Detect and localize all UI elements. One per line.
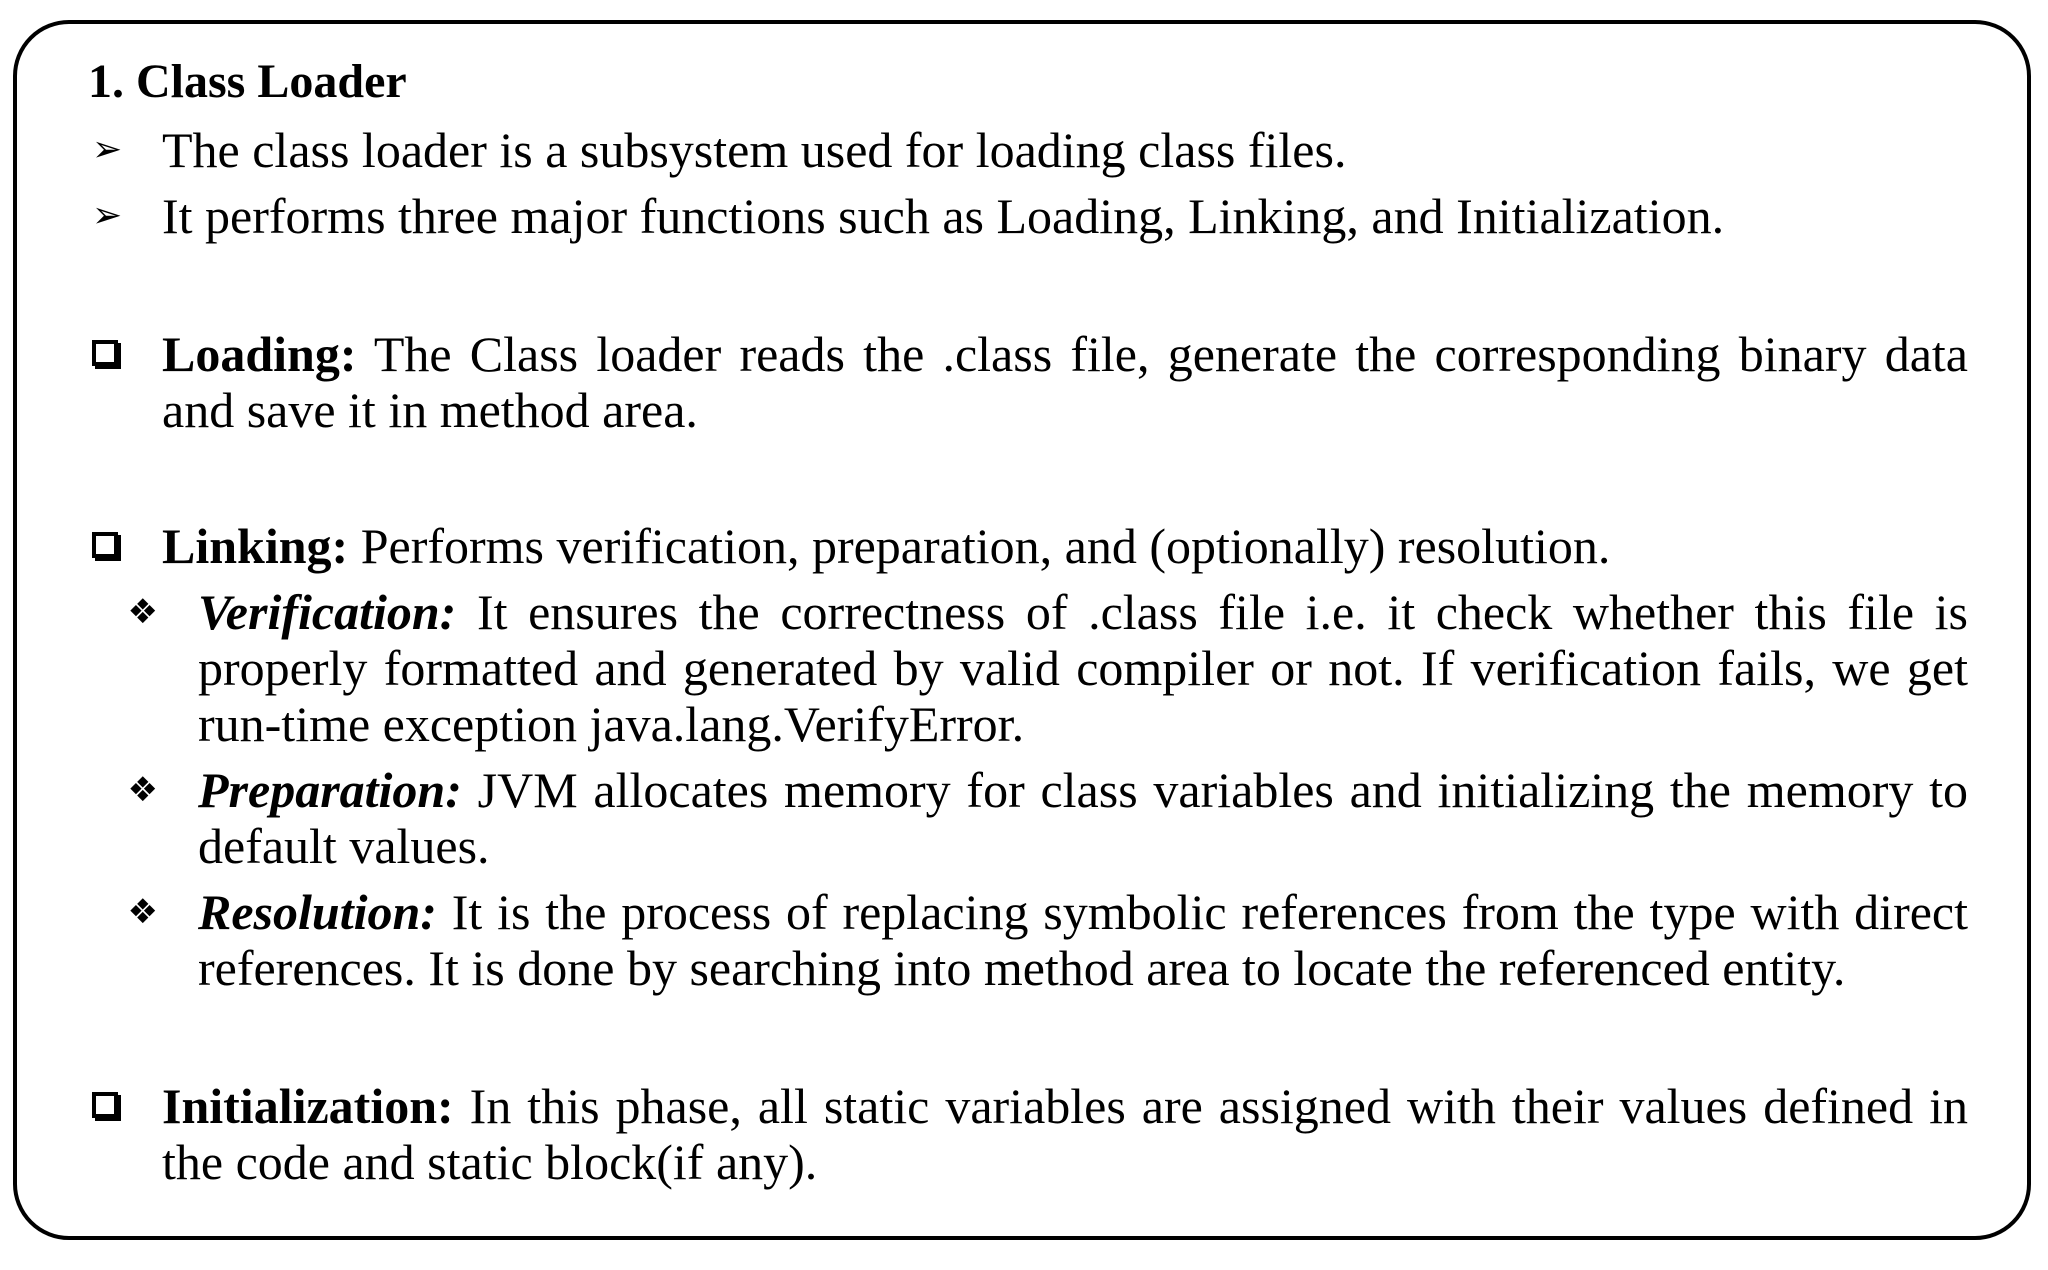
preparation-text	[198, 762, 1968, 874]
verification-description: It ensures the correctness of .class file i.e. it check whether this file is properly formatted and generated by valid compiler or not. If verification fails, we get run-time exception java.lang.VerifyError.	[198, 584, 1968, 752]
initialization-text	[162, 1078, 1968, 1190]
intro-item-text: It performs three major functions such as Loading, Linking, and Initialization.	[162, 188, 1725, 244]
linking-subitem-preparation	[88, 762, 1968, 874]
preparation-description: JVM allocates memory for class variables and initializing the memory to default values.	[198, 762, 1968, 874]
intro-item	[88, 122, 1968, 178]
linking-subitem-verification	[88, 584, 1968, 752]
preparation-term: Preparation:	[198, 762, 462, 818]
verification-text	[198, 584, 1968, 752]
checkbox-bullet-icon	[88, 326, 162, 438]
diamond-bullet-icon: ❖	[127, 770, 158, 810]
document-body	[88, 52, 1968, 1190]
resolution-text	[198, 884, 1968, 996]
linking-item	[88, 518, 1968, 574]
intro-item-text: The class loader is a subsystem used for loading class files.	[162, 122, 1347, 178]
initialization-term: Initialization:	[162, 1078, 454, 1134]
resolution-term: Resolution:	[198, 884, 437, 940]
loading-item	[88, 326, 1968, 438]
linking-sublist	[88, 584, 1968, 996]
arrow-bullet-icon: ➢	[92, 195, 123, 236]
linking-description: Performs verification, preparation, and (optionally) resolution.	[348, 518, 1611, 574]
initialization-description: In this phase, all static variables are assigned with their values defined in the code and static block(if any).	[162, 1078, 1968, 1190]
linking-subitem-resolution	[88, 884, 1968, 996]
checkbox-bullet-icon	[88, 1078, 162, 1190]
checkbox-bullet-icon	[88, 518, 162, 574]
verification-term: Verification:	[198, 584, 457, 640]
resolution-description: It is the process of replacing symbolic references from the type with direct references. It is done by searching into method area to locate the referenced entity.	[198, 884, 1968, 996]
loading-description: The Class loader reads the .class file, generate the corresponding binary data and save it in method area.	[162, 326, 1968, 438]
loading-text	[162, 326, 1968, 438]
loading-term: Loading:	[162, 326, 357, 382]
arrow-bullet-icon: ➢	[92, 129, 123, 170]
initialization-item	[88, 1078, 1968, 1190]
linking-text	[162, 518, 1968, 574]
section-title: 1. Class Loader	[88, 55, 407, 108]
linking-term: Linking:	[162, 518, 349, 574]
diamond-bullet-icon: ❖	[127, 592, 158, 632]
diamond-bullet-icon: ❖	[127, 892, 158, 932]
intro-list	[88, 122, 1968, 244]
intro-item	[88, 188, 1968, 244]
